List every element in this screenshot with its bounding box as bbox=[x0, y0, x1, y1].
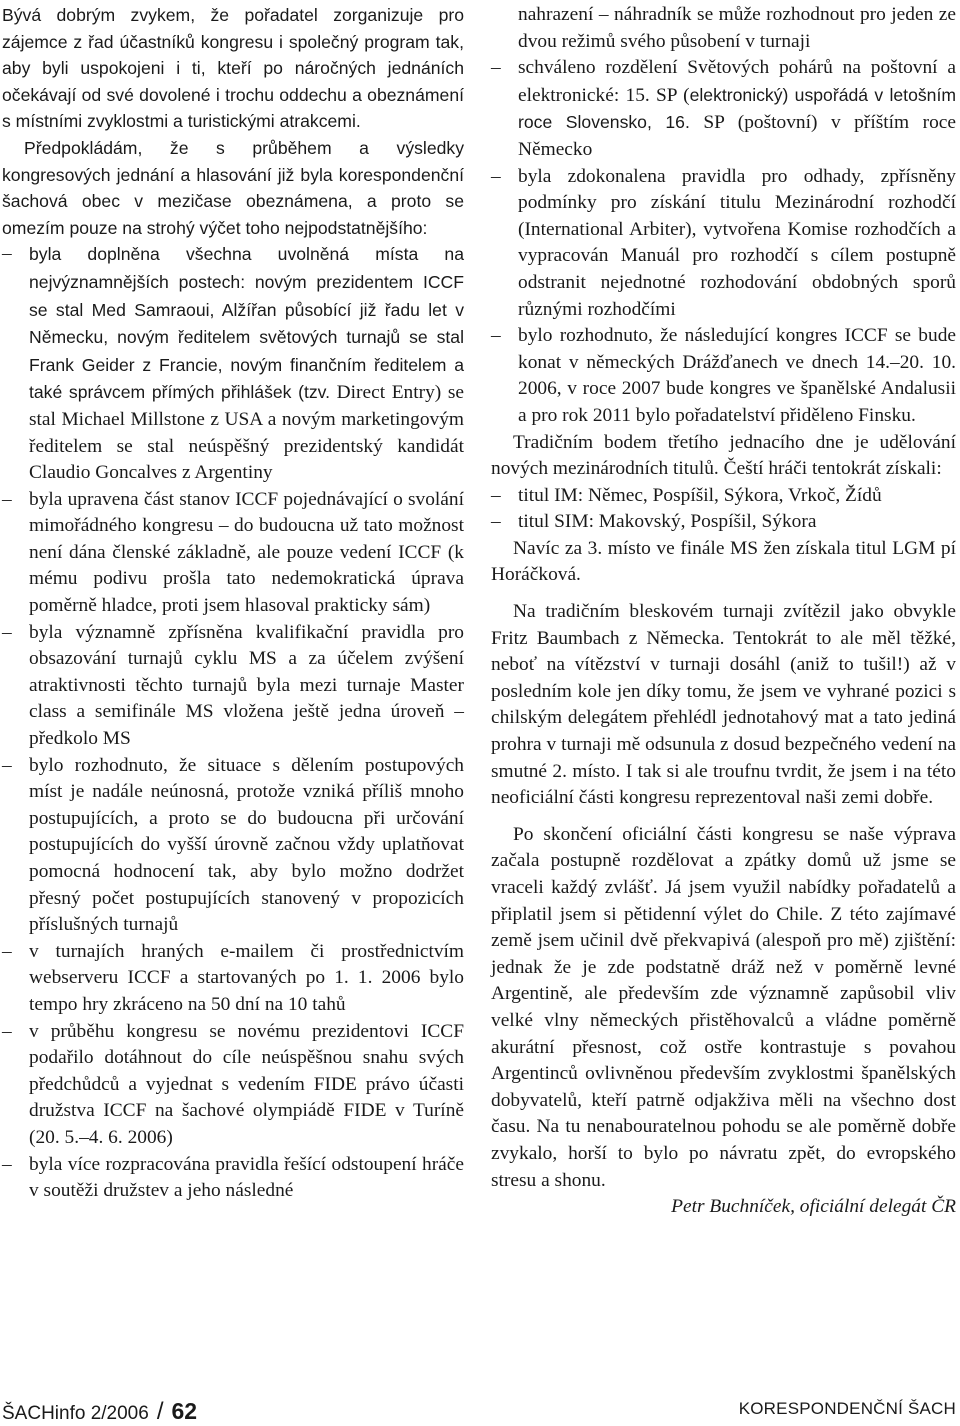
list-item: – bylo rozhodnuto, že situace s dělením postupových míst je nadále neúnosná, protože vzniká příliš mnoho postupujících, a proto se do budoucna při určování postupujících do vyšší úrovně začnou vždy uplatňovat pomocná hodnocení tak, aby bylo možno dodržet přesný počet postupujících stanovený v propozicích příslušných turnajů bbox=[2, 753, 464, 939]
list-item-serif-end: SP (poštovní) v příštím roce Německo bbox=[518, 112, 956, 160]
page-number: 62 bbox=[171, 1398, 198, 1424]
list-item: – byla zdokonalena pravidla pro odhady, zpřísněny podmínky pro získání titulu Mezinárodní rozhodčí (International Arbiter), vytvořena Komise rozhodčích a vypracován Manuál pro rozhodčí s cílem postupně odstranit nejednotné rozhodování obdobných sporů různými rozhodčími bbox=[491, 164, 956, 324]
list-item-serif-text: schváleno rozdělení Světových pohárů na poštovní a elektronické: 15. SP ( bbox=[518, 57, 956, 106]
congress-results-list bbox=[2, 241, 464, 1204]
list-item bbox=[491, 55, 956, 163]
section-title: KORESPONDENČNÍ ŠACH bbox=[738, 1399, 956, 1418]
list-continuation: nahrazení – náhradník se může rozhodnout pro jeden ze dvou režimů svého působení v turnaji bbox=[518, 4, 956, 52]
list-item: – byla více rozpracována pravidla řešící odstoupení hráče v soutěži družstev a jeho následné bbox=[2, 1152, 464, 1205]
intro-paragraph: Bývá dobrým zvykem, že pořadatel zorganizuje pro zájemce z řad účastníků kongresu i společný program tak, aby byli uspokojeni i ti, kteří po náročných jednáních očekávají od své dovolené i trochu oddechu a obeznámení s místními zvyklostmi a turistickými atrakcemi. bbox=[2, 5, 464, 132]
titles-list bbox=[491, 483, 956, 536]
list-item: – titul SIM: Makovský, Pospíšil, Sýkora bbox=[491, 509, 956, 536]
list-item-sans-text: byla doplněna všechna uvolněná místa na nejvýznamnějších postech: novým prezidentem ICCF se stal Med Samraoui, Alžířan působící již řadu let v Německu, novým ředitelem světových turnajů se stal Frank Geider z Francie, novým finančním ředitelem a také správcem přímých přihlášek (tzv. bbox=[29, 244, 464, 403]
list-item bbox=[2, 241, 464, 486]
left-column bbox=[2, 2, 464, 1205]
summary-intro-paragraph: Předpokládám, že s průběhem a výsledky kongresových jednání a hlasování již byla korespondenční šachová obec v mezičase obeznámena, a proto se omezím pouze na strohý výčet toho nejpodstatnějšího: bbox=[2, 137, 464, 238]
congress-results-list-continued bbox=[491, 55, 956, 429]
author-signature: Petr Buchníček, oficiální delegát ČR bbox=[671, 1196, 956, 1218]
lgm-paragraph: Navíc za 3. místo ve finále MS žen získala titul LGM pí Horáčková. bbox=[491, 537, 956, 586]
page-footer-left bbox=[2, 1398, 197, 1426]
list-item-serif-text: Direct Entry) se stal Michael Millstone z USA a novým marketingovým ředitelem se stal neúspěšný prezidentský kandidát Claudio Goncalves z Argentiny bbox=[29, 382, 465, 484]
list-item: – v turnajích hraných e-mailem či prostřednictvím webserveru ICCF a startovaných po 1. 1. 2006 bylo tempo hry zkráceno na 50 dní na 10 tahů bbox=[2, 939, 464, 1019]
list-item: – titul IM: Němec, Pospíšil, Sýkora, Vrkoč, Žídů bbox=[491, 483, 956, 510]
right-column bbox=[491, 2, 956, 1221]
list-item: – v průběhu kongresu se novému prezidentovi ICCF podařilo dotáhnout do cíle neúspěšnou snahu svých předchůdců a vyjednat s vedením FIDE právo účasti družstva ICCF na šachové olympiádě FIDE v Turíně (20. 5.–4. 6. 2006) bbox=[2, 1019, 464, 1152]
list-item: – bylo rozhodnuto, že následující kongres ICCF se bude konat v německých Drážďanech ve dnech 14.–20. 10. 2006, v roce 2007 bude kongres ve španělské Andalusii a pro rok 2011 bylo pořadatelství přiděleno Finsku. bbox=[491, 323, 956, 429]
blitz-paragraph: Na tradičním bleskovém turnaji zvítězil jako obvykle Fritz Baumbach z Německa. Tentokrát to ale měl těžké, neboť na vítězství v turnaji dosáhl (aniž to tušil!) až v posledním kole jen díky tomu, že jsem ve vyhrané pozici s chilským delegátem přehlédl jednotahový mat a tato jediná prohra v turnaji mě odsunula z dosud bezpečného vedení na smutné 2. místo. I tak si ale troufnu tvrdit, že jsem i na této neoficiální části kongresu reprezentoval naši zemi dobře. bbox=[491, 601, 956, 809]
trip-paragraph: Po skončení oficiální části kongresu se naše výprava začala postupně rozdělovat a zpátky domů už jsme se vraceli každý zvlášť. Já jsem využil nabídky pořadatelů a připlatil jsem si pětidenní výlet do Chile. Z této zajímavé země jsem učinil dvě překvapivá (alespoň pro mě) zjištění: jednak že je zde podstatně dráž než v poměrně levné Argentině, ale především zde významně zapůsobil vliv velké vlny německých přistěhovalců a vládne poměrně akurátní přesnost, což ostře kontrastuje s povahou Argentinců ovlivněnou především zvyklostmi španělských dobyvatelů, kteří patrně odjakživa měli na všechno dost času. Na tu nenabouratelnou pohodu se ale poměrně dobře zvykalo, horší to bylo po návratu zpět, do evropského stresu a shonu. bbox=[491, 823, 956, 1191]
titles-paragraph: Tradičním bodem třetího jednacího dne je udělování nových mezinárodních titulů. Čeští hráči tentokrát získali: bbox=[491, 431, 956, 480]
list-item: – byla významně zpřísněna kvalifikační pravidla pro obsazování turnajů cyklu MS a za účelem zvýšení atraktivnosti těchto turnajů byla mezi turnaje Master class a semifinále MS vložena ještě jedna úroveň – předkolo MS bbox=[2, 620, 464, 753]
list-item-sans-text: elektronický) uspořádá v letošním roce Slovensko, 16. bbox=[518, 84, 956, 133]
magazine-name: ŠACHinfo 2/2006 bbox=[2, 1403, 149, 1424]
list-item: – byla upravena část stanov ICCF pojednávající o svolání mimořádného kongresu – do budoucna už tato možnost není dána členské základně, ale pouze vedení ICCF (k mému podivu prošla tato nedemokratická úprava poměrně hladce, proti jsem hlasoval prakticky sám) bbox=[2, 487, 464, 620]
footer-separator: / bbox=[156, 1398, 164, 1425]
